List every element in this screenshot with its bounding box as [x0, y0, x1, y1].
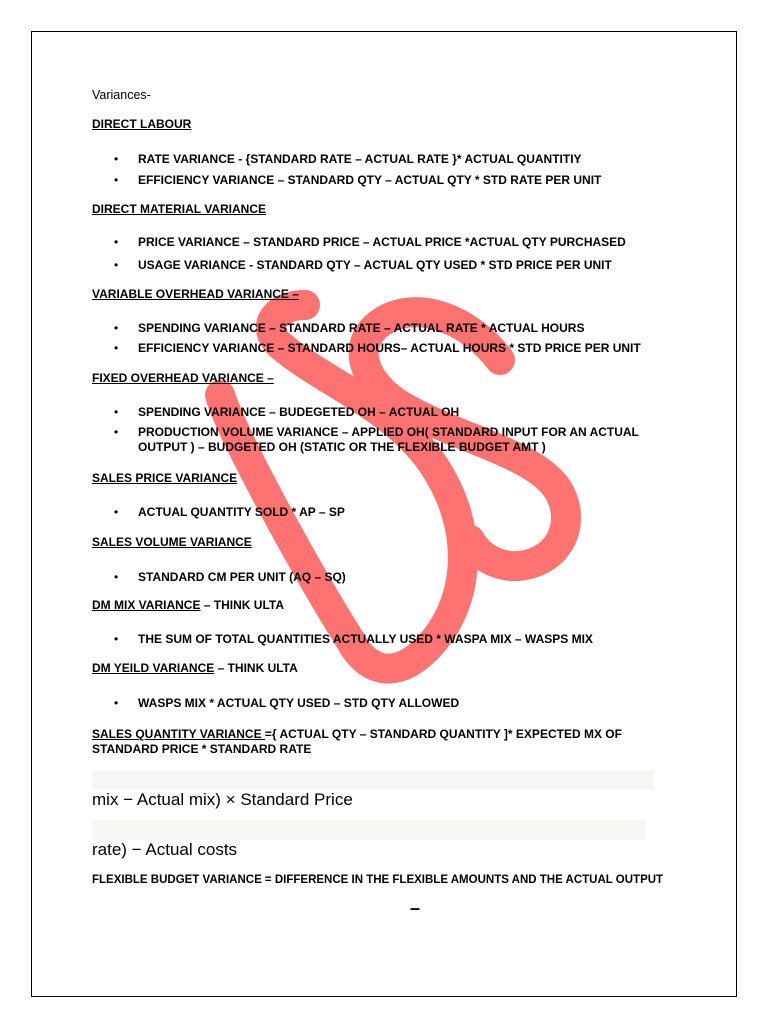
list-item: • STANDARD CM PER UNIT (AQ – SQ) [114, 570, 346, 584]
section-heading-variable-overhead: VARIABLE OVERHEAD VARIANCE – [92, 287, 299, 301]
sales-quantity-variance: SALES QUANTITY VARIANCE ={ ACTUAL QTY – STANDARD QUANTITY ]* EXPECTED MX OF STANDARD PRICE * STANDARD RATE [92, 727, 622, 756]
list-item: • EFFICIENCY VARIANCE – STANDARD HOURS– ACTUAL HOURS * STD PRICE PER UNIT [114, 341, 641, 355]
section-heading-dm-yield: DM YEILD VARIANCE – THINK ULTA [92, 661, 298, 675]
trailing-dash: – [410, 898, 421, 918]
list-item: • PRODUCTION VOLUME VARIANCE – APPLIED OH( STANDARD INPUT FOR AN ACTUAL OUTPUT ) – BUDGETED OH (STATIC OR THE FLEXIBLE BUDGET AMT ) [114, 425, 639, 454]
list-item: • THE SUM OF TOTAL QUANTITIES ACTUALLY USED * WASPA MIX – WASPS MIX [114, 632, 593, 646]
formula-line-2: rate) − Actual costs [92, 840, 238, 859]
list-item: • USAGE VARIANCE - STANDARD QTY – ACTUAL QTY USED * STD PRICE PER UNIT [114, 258, 612, 272]
list-item: • SPENDING VARIANCE – BUDEGETED OH – ACTUAL OH [114, 405, 460, 419]
formula-shade-1 [92, 770, 654, 790]
list-item: • RATE VARIANCE - {STANDARD RATE – ACTUAL RATE }* ACTUAL QUANTITIY [114, 152, 582, 166]
list-item: • ACTUAL QUANTITY SOLD * AP – SP [114, 505, 345, 519]
section-heading-direct-material: DIRECT MATERIAL VARIANCE [92, 202, 266, 216]
section-heading-sales-price: SALES PRICE VARIANCE [92, 471, 238, 485]
list-item: • PRICE VARIANCE – STANDARD PRICE – ACTUAL PRICE *ACTUAL QTY PURCHASED [114, 235, 626, 249]
list-item: • WASPS MIX * ACTUAL QTY USED – STD QTY ALLOWED [114, 696, 460, 710]
doc-title: Variances- [92, 88, 151, 102]
list-item: • SPENDING VARIANCE – STANDARD RATE – ACTUAL RATE * ACTUAL HOURS [114, 321, 585, 335]
section-heading-direct-labour: DIRECT LABOUR [92, 117, 192, 131]
section-heading-dm-mix: DM MIX VARIANCE – THINK ULTA [92, 598, 285, 612]
section-heading-fixed-overhead: FIXED OVERHEAD VARIANCE – [92, 371, 274, 385]
formula-shade-2 [92, 820, 646, 840]
section-heading-sales-volume: SALES VOLUME VARIANCE [92, 535, 252, 549]
flexible-budget-variance: FLEXIBLE BUDGET VARIANCE = DIFFERENCE IN THE FLEXIBLE AMOUNTS AND THE ACTUAL OUTPUT [92, 874, 664, 886]
formula-line-1: mix − Actual mix) × Standard Price [92, 790, 353, 809]
list-item: • EFFICIENCY VARIANCE – STANDARD QTY – ACTUAL QTY * STD RATE PER UNIT [114, 173, 602, 187]
